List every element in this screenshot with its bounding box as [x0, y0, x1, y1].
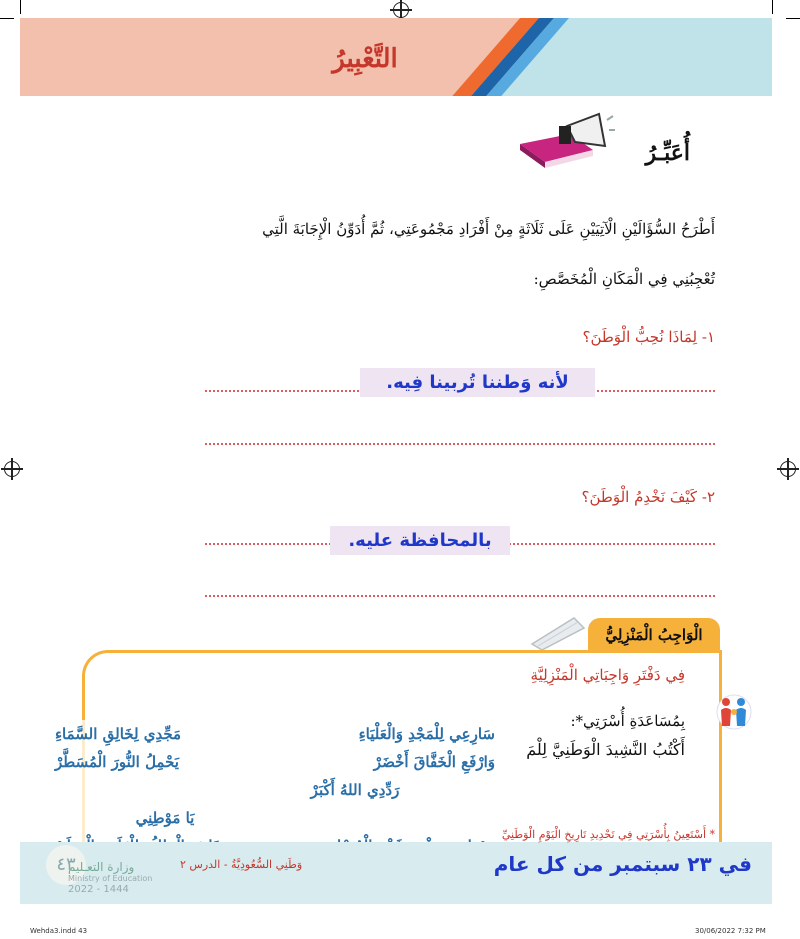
crop-mark	[772, 0, 773, 14]
lesson-label: وَطَنِي السُّعُودِيَّةُ - الدرس ٢	[180, 858, 303, 871]
prompt-line-2: تُعْجِبُنِي فِي الْمَكَانِ الْمُخَصَّصِ:	[533, 270, 715, 288]
registration-mark-icon	[4, 461, 20, 477]
crop-mark	[0, 18, 14, 19]
answer-1-text[interactable]: لأنه وَطننا تُربينا فِيه.	[360, 368, 595, 397]
homework-line-3: أَكْتُبُ النَّشِيدَ الْوَطَنِيَّ لِلْمَ	[526, 740, 685, 759]
homework-tab: الْوَاجِبُ الْمَنْزِلِيُّ	[588, 618, 720, 652]
ministry-logo-text-en: Ministry of Education	[68, 874, 153, 883]
megaphone-book-icon	[515, 112, 615, 172]
crop-mark	[786, 18, 800, 19]
question-text: لِمَاذَا نُحِبُّ الْوَطَنَ؟	[582, 328, 698, 346]
answer-line	[205, 443, 715, 445]
question-2	[582, 488, 715, 506]
homework-line-1: فِي دَفْتَرِ وَاجِبَاتِي الْمَنْزِلِيَّةِ	[530, 666, 685, 684]
edition-year: 2022 - 1444	[68, 884, 129, 895]
registration-mark-icon	[393, 2, 409, 18]
anthem-text	[55, 720, 495, 860]
anthem-verse: مَجِّدِي لِخَالِقِ السَّمَاءِ	[55, 725, 182, 743]
crop-mark	[20, 0, 21, 14]
section-title: أُعَبِّـرُ	[645, 140, 690, 166]
print-slug-file: Wehda3.indd 43	[30, 927, 88, 935]
homework-line-2: بِمُسَاعَدَةِ أُسْرَتِي*:	[570, 712, 685, 730]
print-slug-date: 30/06/2022 7:32 PM	[695, 927, 766, 935]
anthem-verse: سَارِعِي لِلْمَجْدِ وَالْعَلْيَاءِ	[358, 725, 495, 743]
anthem-verse: يَحْمِلُ النُّورَ الْمُسَطَّرْ	[55, 753, 179, 771]
registration-mark-icon	[780, 461, 796, 477]
anthem-verse: وَارْفَعِ الْخَفَّاقَ أَخْضَرْ	[373, 753, 495, 771]
homework-note: * أَسْتَعِينُ بِأُسْرَتِي فِي تَحْدِيدِ تَارِيخِ الْيَوْمِ الْوَطَنِيِّ	[501, 828, 715, 841]
question-number: ١-	[701, 328, 715, 346]
question-1	[582, 328, 715, 346]
prompt-line-1: أَطْرَحُ السُّؤَالَيْنِ الْآتِيَيْنِ عَلَى ثَلَاثَةٍ مِنْ أَفْرَادِ مَجْمُوعَتِي، ثُمَّ أُدَوِّنُ الْإِجَابَةَ الَّتِي	[262, 220, 715, 238]
pencil-icon	[528, 614, 588, 650]
ministry-logo-text: وزارة التعـليم	[68, 860, 135, 874]
page-number: ٤٣	[46, 845, 86, 885]
question-text: كَيْفَ نَخْدِمُ الْوَطَنَ؟	[581, 488, 698, 506]
question-number: ٢-	[701, 488, 715, 506]
anthem-verse: رَدِّدِي اللهُ أَكْبَرْ	[310, 781, 400, 799]
anthem-verse: يَا مَوْطِنِي	[135, 809, 195, 827]
answer-line	[205, 595, 715, 597]
homework-answer-text[interactable]: في ٢٣ سبتمبر من كل عام	[493, 852, 752, 876]
page-title: التَّعْبِيرُ	[332, 44, 398, 74]
family-icon	[716, 690, 752, 732]
answer-2-text[interactable]: بالمحافظة عليه.	[330, 526, 510, 555]
